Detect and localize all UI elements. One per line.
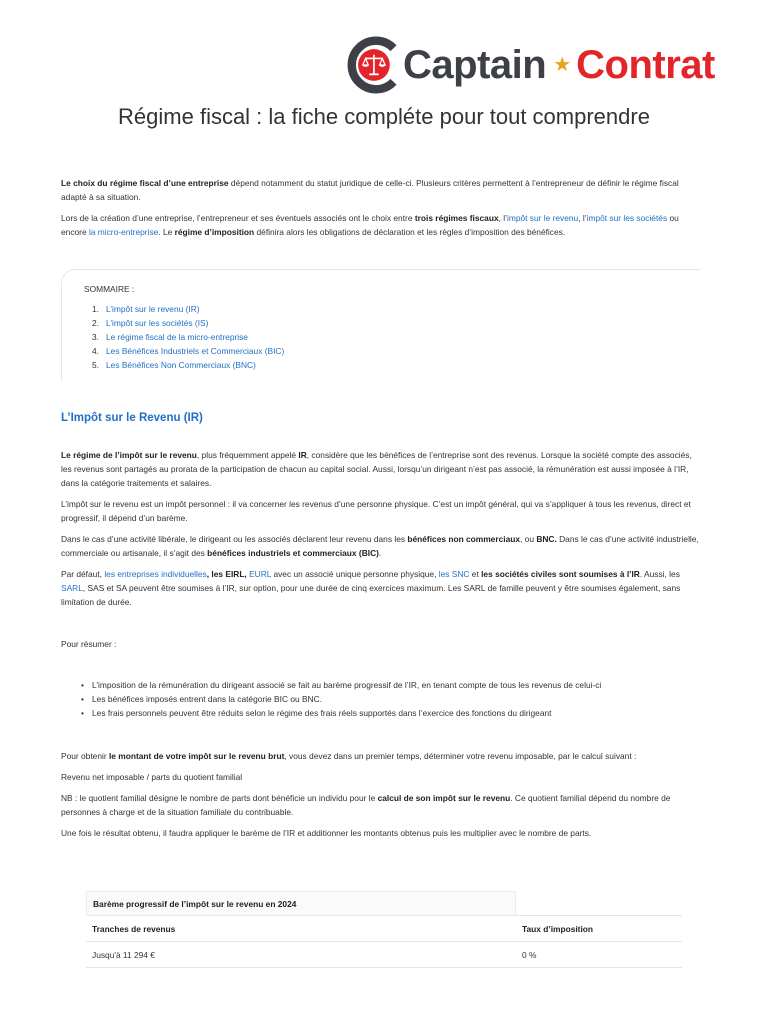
ir-paragraph-3 bbox=[61, 532, 701, 560]
text: Pour obtenir bbox=[61, 751, 109, 761]
captain-contrat-logo[interactable] bbox=[345, 34, 715, 96]
logo-word-captain: Captain bbox=[403, 43, 547, 87]
link-snc[interactable]: les SNC bbox=[438, 569, 470, 579]
text: définira alors les obligations de déclaration et les règles d’imposition des bénéfices. bbox=[254, 227, 566, 237]
ir-note bbox=[61, 791, 701, 819]
toc-number: 1. bbox=[92, 304, 99, 314]
toc-item bbox=[92, 302, 284, 316]
toc-item bbox=[92, 358, 284, 372]
intro bbox=[61, 176, 701, 246]
bold-text: régime d’imposition bbox=[174, 227, 255, 237]
text: , l’ bbox=[498, 213, 507, 223]
column-header-tranches: Tranches de revenus bbox=[92, 924, 176, 934]
text: . Le bbox=[158, 227, 175, 237]
toc-list bbox=[92, 302, 284, 372]
intro-paragraph-2 bbox=[61, 211, 701, 239]
list-item: • L’imposition de la rémunération du dirigeant associé se fait au barème progressif de l’IR, en tenant compte de tous les revenus de celui-ci bbox=[61, 678, 701, 692]
link-impot-societes[interactable]: impôt sur les sociétés bbox=[586, 213, 668, 223]
formula: Revenu net imposable / parts du quotient familial bbox=[61, 772, 243, 782]
link-impot-revenu[interactable]: impôt sur le revenu bbox=[507, 213, 579, 223]
ir-paragraph-1 bbox=[61, 448, 701, 490]
toc-number: 5. bbox=[92, 360, 99, 370]
link-entreprises-individuelles[interactable]: les entreprises individuelles bbox=[104, 569, 207, 579]
text: , considère que les bénéfices de l’entreprise sont des revenus. Lorsque la société compte des associés, les revenus sont partagés au prorata de la participation de chacun au capital social. Aussi, lorsqu’un dirigeant n’est pas associé, la rémunération est aussi imposée à l’IR, dans la catégorie traitements et salaires. bbox=[61, 450, 692, 488]
text: , ou bbox=[520, 534, 537, 544]
logo-word-contrat: Contrat bbox=[576, 43, 715, 87]
bold-text: le montant de votre impôt sur le revenu brut bbox=[108, 751, 285, 761]
toc-link[interactable]: Les Bénéfices Non Commerciaux (BNC) bbox=[106, 360, 256, 370]
ir-paragraph-2: L’impôt sur le revenu est un impôt personnel : il va concerner les revenus d’une personne physique. C’est un impôt général, qui va s’appliquer à tous les revenus, direct et progressif, il dépend d’un barème. bbox=[61, 499, 691, 523]
list-item: • Les frais personnels peuvent être réduits selon le régime des frais réels supportés dans l’exercice des fonctions du dirigeant bbox=[61, 706, 701, 720]
toc-link[interactable]: L’impôt sur le revenu (IR) bbox=[106, 304, 200, 314]
resume-label: Pour résumer : bbox=[61, 639, 117, 649]
link-micro-entreprise[interactable]: la micro-entreprise bbox=[88, 227, 159, 237]
text: , vous devez dans un premier temps, déterminer votre revenu imposable, par le calcul suivant : bbox=[284, 751, 637, 761]
bold-text: BNC. bbox=[536, 534, 557, 544]
bold-text: bénéfices non commerciaux bbox=[407, 534, 521, 544]
toc-link[interactable]: Le régime fiscal de la micro-entreprise bbox=[106, 332, 248, 342]
toc-number: 2. bbox=[92, 318, 99, 328]
text: et bbox=[469, 569, 482, 579]
bold-text: IR bbox=[298, 450, 307, 460]
toc-link[interactable]: L’impôt sur les sociétés (IS) bbox=[106, 318, 209, 328]
ir-paragraph-4 bbox=[61, 567, 701, 609]
resume-label-block bbox=[61, 637, 701, 658]
text: ou encore bbox=[61, 213, 679, 237]
table-cell: 0 % bbox=[522, 950, 537, 960]
link-eurl[interactable]: EURL bbox=[249, 569, 272, 579]
table-caption: Barème progressif de l’impôt sur le revenu en 2024 bbox=[86, 891, 516, 915]
bold-text: les sociétés civiles sont soumises à l’IR bbox=[481, 569, 640, 579]
section-ir-body bbox=[61, 448, 701, 616]
toc-item bbox=[92, 330, 284, 344]
column-header-taux: Taux d’imposition bbox=[522, 924, 594, 934]
calculation-block bbox=[61, 749, 701, 847]
resume-list bbox=[61, 678, 701, 720]
toc-title: SOMMAIRE : bbox=[84, 284, 135, 294]
intro-text: dépend notamment du statut juridique de celle-ci. Plusieurs critères permettent à l’entrepreneur de définir le régime fiscal adapté à sa situation. bbox=[61, 178, 679, 202]
text: NB : le quotient familial désigne le nombre de parts dont bénéficie un individu pour le bbox=[61, 793, 378, 803]
ir-paragraph-5 bbox=[61, 749, 701, 763]
section-heading-ir: L’Impôt sur le Revenu (IR) bbox=[61, 412, 203, 424]
table-of-contents bbox=[61, 269, 701, 381]
bold-text: Le régime de l’impôt sur le revenu bbox=[61, 450, 197, 460]
tax-bracket-table bbox=[86, 891, 682, 968]
header bbox=[0, 0, 768, 100]
ir-paragraph-8: Une fois le résultat obtenu, il faudra appliquer le barème de l’IR et additionner les montants obtenus puis les multiplier avec le nombre de parts. bbox=[61, 828, 592, 838]
list-item: • Les bénéfices imposés entrent dans la catégorie BIC ou BNC. bbox=[61, 692, 701, 706]
text: . Aussi, les bbox=[639, 569, 680, 579]
resume-list-block bbox=[61, 678, 701, 720]
bold-text: bénéfices industriels et commerciaux (BIC) bbox=[207, 548, 379, 558]
text: avec un associé unique personne physique, bbox=[271, 569, 439, 579]
intro-paragraph-1 bbox=[61, 176, 701, 204]
text: Dans le cas d’une activité libérale, le dirigeant ou les associés déclarent leur revenu dans les bbox=[61, 534, 408, 544]
toc-number: 4. bbox=[92, 346, 99, 356]
text: , l’ bbox=[578, 213, 587, 223]
text: Lors de la création d’une entreprise, l’entrepreneur et ses éventuels associés ont le choix entre bbox=[61, 213, 415, 223]
bold-text: calcul de son impôt sur le revenu bbox=[377, 793, 511, 803]
text: , SAS et SA peuvent être soumises à l’IR, sur option, pour une durée de cinq exercices maximum. Les SARL de famille peuvent y être soumises également, sans limitation de durée. bbox=[61, 583, 681, 607]
text: , plus fréquemment appelé bbox=[196, 450, 299, 460]
toc-item bbox=[92, 344, 284, 358]
text: Dans le cas d’une activité industrielle, commerciale ou artisanale, il s’agit des bbox=[61, 534, 699, 558]
toc-number: 3. bbox=[92, 332, 99, 342]
text: . Ce quotient familial dépend du nombre de personnes à charge et de la situation familiale du contribuable. bbox=[61, 793, 671, 817]
page-title: Régime fiscal : la fiche compléte pour tout comprendre bbox=[118, 104, 650, 129]
bold-text: , les EIRL, bbox=[206, 569, 247, 579]
table-header-row bbox=[86, 915, 682, 942]
bold-text: trois régimes fiscaux bbox=[414, 213, 499, 223]
table-cell: Jusqu'à 11 294 € bbox=[92, 950, 155, 960]
text: Par défaut, bbox=[61, 569, 105, 579]
scales-of-justice-icon bbox=[345, 35, 401, 95]
table-row bbox=[86, 942, 682, 968]
toc-item bbox=[92, 316, 284, 330]
link-sarl[interactable]: SARL bbox=[61, 583, 83, 593]
intro-bold: Le choix du régime fiscal d’une entreprise bbox=[61, 178, 229, 188]
toc-link[interactable]: Les Bénéfices Industriels et Commerciaux (BIC) bbox=[106, 346, 285, 356]
star-icon: ★ bbox=[553, 54, 572, 76]
text: . bbox=[378, 548, 382, 558]
